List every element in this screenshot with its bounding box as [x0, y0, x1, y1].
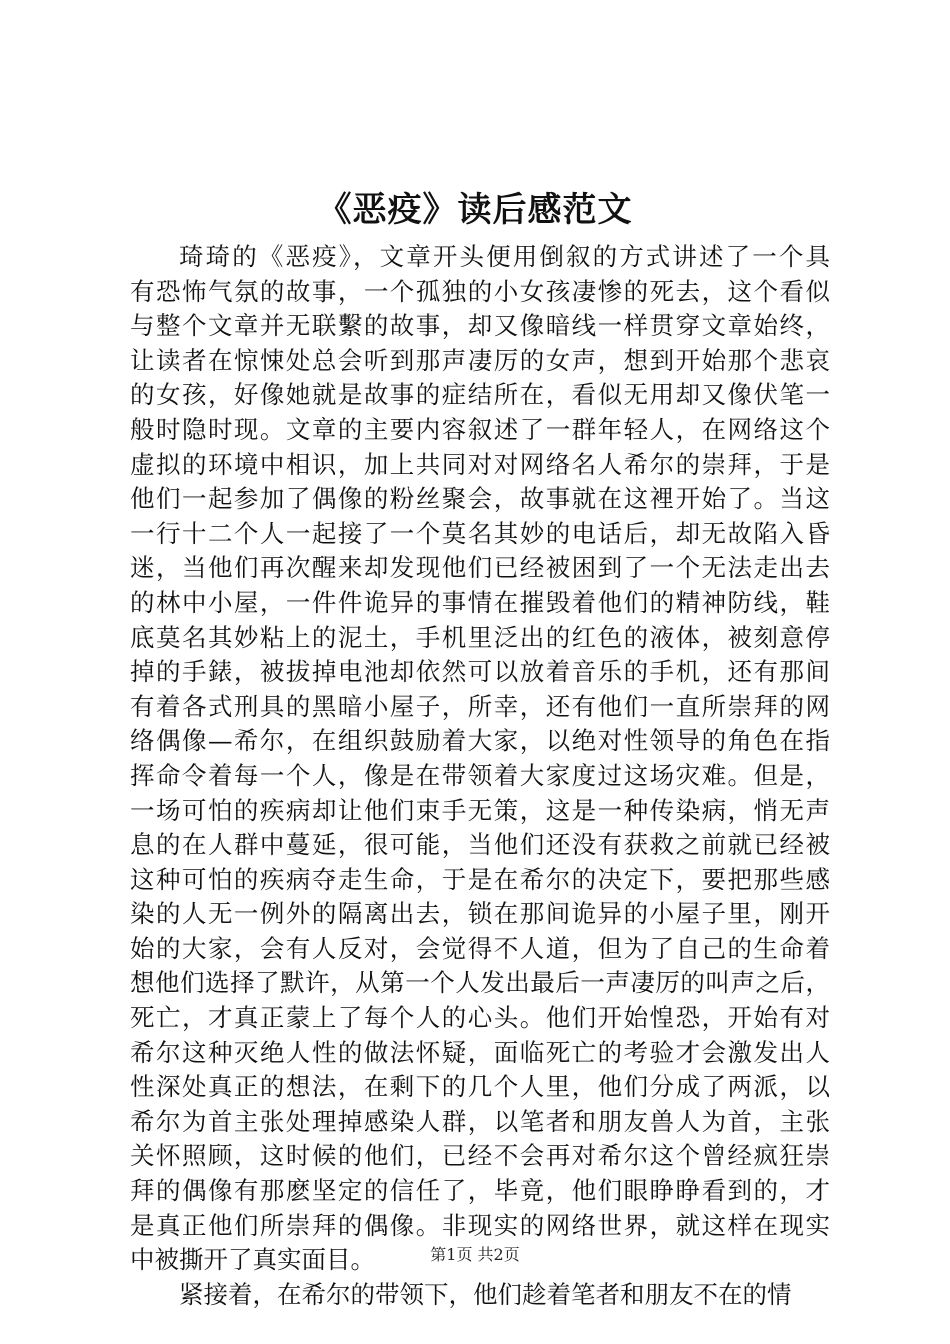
text-line: 关怀照顾，这时候的他们，已经不会再对希尔这个曾经疯狂崇	[130, 1141, 830, 1171]
text-line: 中被撕开了真实面目。	[130, 1245, 375, 1275]
text-line: 希尔这种灭绝人性的做法怀疑，面临死亡的考验才会激发出人	[130, 1037, 830, 1067]
text-line: 有着各式刑具的黑暗小屋子，所幸，还有他们一直所崇拜的网	[130, 691, 830, 721]
text-line: 拜的偶像有那麽坚定的信任了，毕竟，他们眼睁睁看到的，才	[130, 1176, 830, 1206]
text-line: 迷，当他们再次醒来却发现他们已经被困到了一个无法走出去	[130, 553, 830, 583]
text-line: 让读者在惊悚处总会听到那声凄厉的女声，想到开始那个悲哀	[130, 345, 830, 375]
text-line: 性深处真正的想法，在剩下的几个人里，他们分成了两派，以	[130, 1072, 830, 1102]
text-line: 一行十二个人一起接了一个莫名其妙的电话后，却无故陷入昏	[130, 518, 830, 548]
text-line: 始的大家，会有人反对，会觉得不人道，但为了自己的生命着	[130, 933, 830, 963]
text-line: 虚拟的环境中相识，加上共同对对网络名人希尔的崇拜，于是	[130, 449, 830, 479]
document-body	[130, 240, 830, 1312]
text-line: 掉的手錶，被拔掉电池却依然可以放着音乐的手机，还有那间	[130, 657, 830, 687]
text-line: 般时隐时现。文章的主要内容叙述了一群年轻人，在网络这个	[130, 414, 830, 444]
text-line: 与整个文章并无联繫的故事，却又像暗线一样贯穿文章始终，	[130, 311, 830, 341]
text-line: 紧接着，在希尔的带领下，他们趁着笔者和朋友不在的情	[179, 1279, 792, 1309]
text-line: 这种可怕的疾病夺走生命，于是在希尔的决定下，要把那些感	[130, 864, 830, 894]
text-line: 想他们选择了默许，从第一个人发出最后一声凄厉的叫声之后，	[130, 968, 830, 998]
text-line: 死亡，才真正蒙上了每个人的心头。他们开始惶恐，开始有对	[130, 1003, 830, 1033]
text-line: 染的人无一例外的隔离出去，锁在那间诡异的小屋子里，刚开	[130, 899, 830, 929]
text-line: 的林中小屋，一件件诡异的事情在摧毁着他们的精神防线，鞋	[130, 587, 830, 617]
text-line: 络偶像—希尔，在组织鼓励着大家，以绝对性领导的角色在指	[130, 726, 830, 756]
text-line: 他们一起参加了偶像的粉丝聚会，故事就在这裡开始了。当这	[130, 484, 830, 514]
text-line: 一场可怕的疾病却让他们束手无策，这是一种传染病，悄无声	[130, 795, 830, 825]
text-line: 息的在人群中蔓延，很可能，当他们还没有获救之前就已经被	[130, 830, 830, 860]
text-line: 底莫名其妙粘上的泥土，手机里泛出的红色的液体，被刻意停	[130, 622, 830, 652]
text-line: 有恐怖气氛的故事，一个孤独的小女孩凄惨的死去，这个看似	[130, 276, 830, 306]
document-title: 《恶疫》读后感范文	[317, 190, 633, 230]
text-line: 是真正他们所崇拜的偶像。非现实的网络世界，就这样在现实	[130, 1210, 830, 1240]
page-footer: 第1页 共2页	[430, 1245, 520, 1264]
text-line: 希尔为首主张处理掉感染人群，以笔者和朋友兽人为首，主张	[130, 1106, 830, 1136]
text-line: 的女孩，好像她就是故事的症结所在，看似无用却又像伏笔一	[130, 380, 830, 410]
text-line: 挥命令着每一个人，像是在带领着大家度过这场灾难。但是，	[130, 760, 830, 790]
text-line: 琦琦的《恶疫》，文章开头便用倒叙的方式讲述了一个具	[179, 242, 830, 271]
